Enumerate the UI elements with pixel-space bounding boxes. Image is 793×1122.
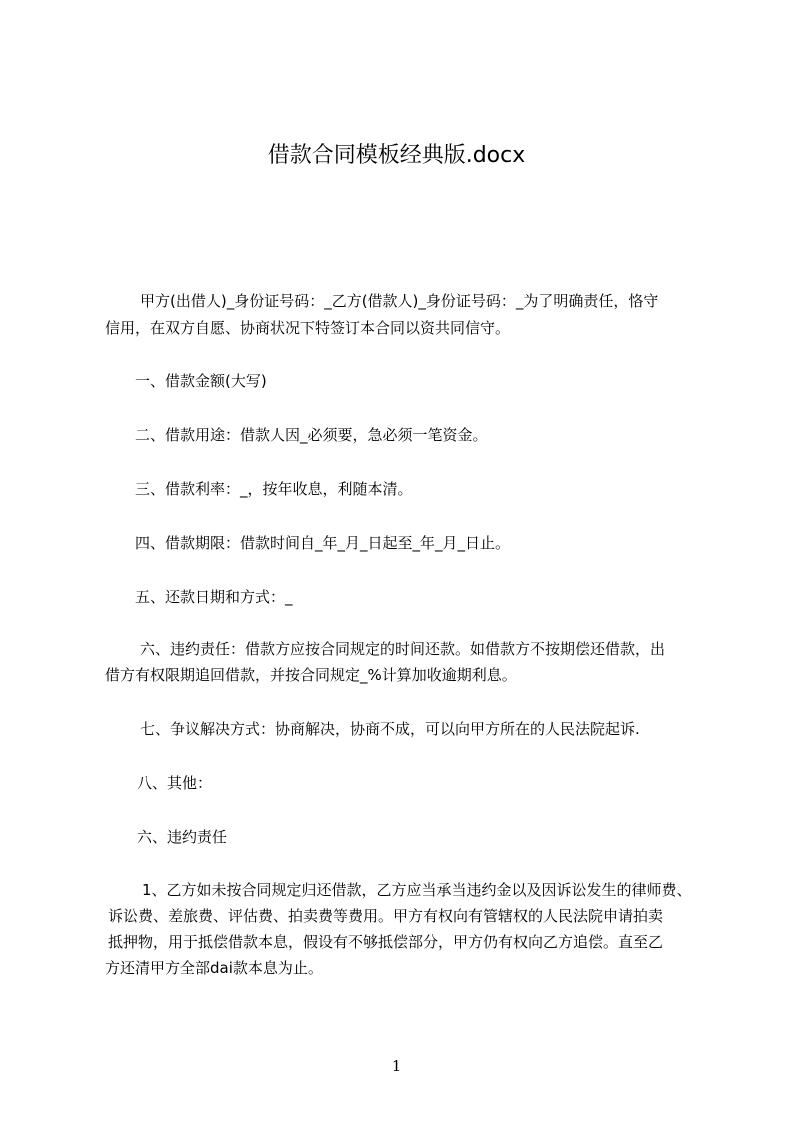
intro-line-1: 甲方(出借人)_身份证号码：_乙方(借款人)_身份证号码：_为了明确责任，恪守 — [140, 292, 659, 310]
clause-amount: 一、借款金额(大写) — [135, 372, 267, 390]
document-title: 借款合同模板经典版.docx — [267, 143, 526, 168]
breach-paragraph-line-2: 诉讼费、差旅费、评估费、拍卖费等费用。甲方有权向有管辖权的人民法院申请拍卖 — [108, 907, 664, 925]
intro-line-2: 信用，在双方自愿、协商状况下特签订本合同以资共同信守。 — [105, 319, 511, 337]
clause-interest: 三、借款利率：_，按年收息，利随本清。 — [135, 480, 413, 498]
clause-breach-line-2: 借方有权限期追回借款，并按合同规定_%计算加收逾期利息。 — [105, 666, 517, 684]
section-heading-breach: 六、违约责任 — [137, 828, 228, 846]
clause-dispute: 七、争议解决方式：协商解决，协商不成，可以向甲方所在的人民法院起诉. — [140, 720, 640, 738]
page-number: 1 — [391, 1057, 402, 1075]
clause-purpose: 二、借款用途：借款人因_必须要，急必须一笔资金。 — [135, 426, 488, 444]
breach-paragraph-line-3: 抵押物，用于抵偿借款本息，假设有不够抵偿部分，甲方仍有权向乙方追偿。直至乙 — [108, 933, 664, 951]
breach-paragraph-line-4: 方还清甲方全部dai款本息为止。 — [105, 959, 323, 977]
clause-term: 四、借款期限：借款时间自_年_月_日起至_年_月_日止。 — [135, 534, 511, 552]
clause-breach-line-1: 六、违约责任：借款方应按合同规定的时间还款。如借款方不按期偿还借款，出 — [140, 640, 666, 658]
clause-other: 八、其他： — [137, 774, 213, 792]
clause-repayment: 五、还款日期和方式：_ — [135, 588, 293, 606]
breach-paragraph-line-1: 1、乙方如未按合同规定归还借款，乙方应当承当违约金以及因诉讼发生的律师费、 — [142, 881, 692, 899]
